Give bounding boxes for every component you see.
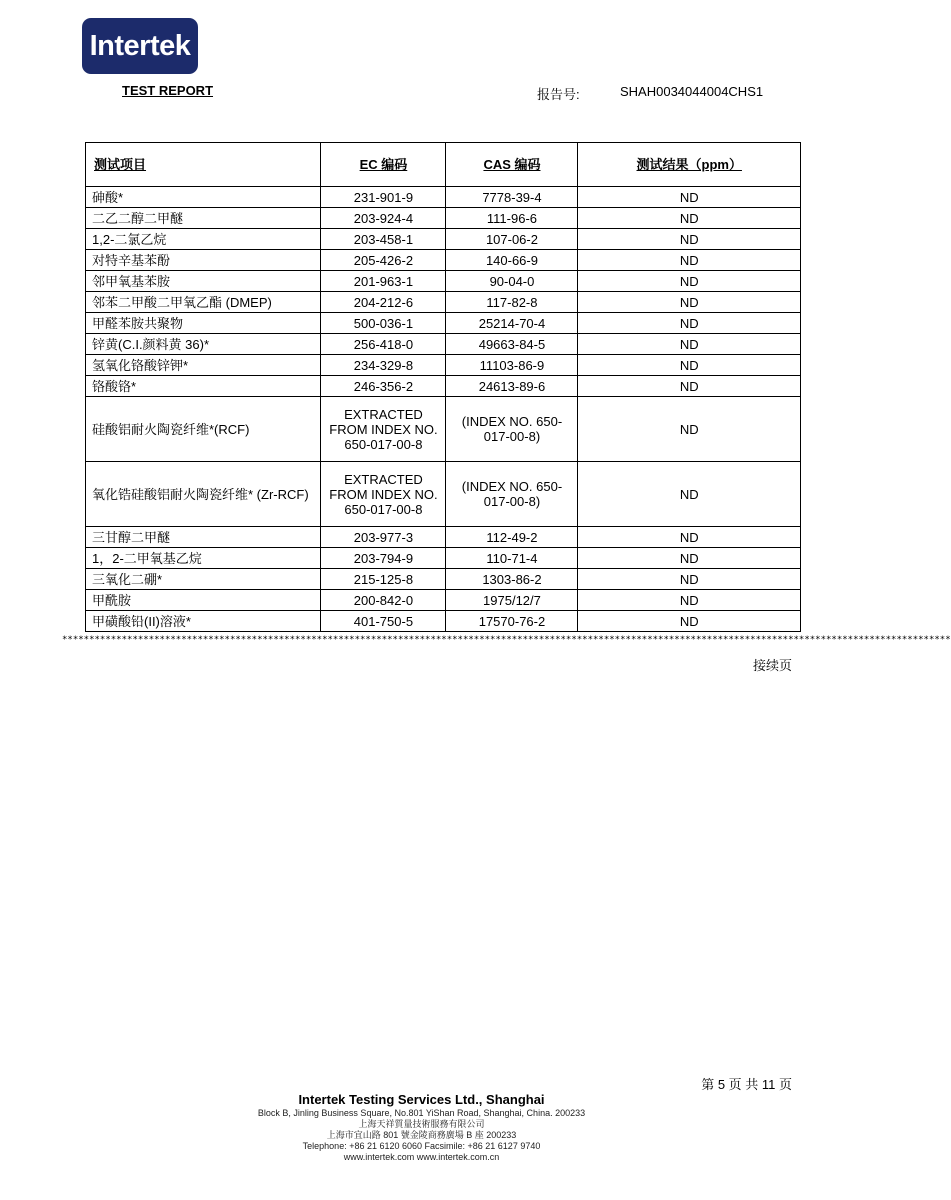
cell-cas-number: 111-96-6 (446, 208, 578, 229)
cell-test-item: 1,2-二氯乙烷 (86, 229, 321, 250)
table-row (86, 208, 801, 229)
page-count: 第 5 页 共 11 页 (701, 1077, 792, 1092)
table-row (86, 313, 801, 334)
cell-cas-number: 17570-76-2 (446, 611, 578, 632)
cell-test-item: 氧化锆硅酸铝耐火陶瓷纤维* (Zr-RCF) (86, 462, 321, 527)
cell-ec-number: 401-750-5 (321, 611, 446, 632)
cell-test-item: 氢氧化铬酸锌钾* (86, 355, 321, 376)
cell-cas-number: 112-49-2 (446, 527, 578, 548)
footer-phone: Telephone: +86 21 6120 6060 Facsimile: +86 21 6127 9740 (302, 1141, 541, 1151)
column-header-ec-number: EC 编码 (321, 143, 446, 187)
table-row (86, 334, 801, 355)
cell-cas-number: 140-66-9 (446, 250, 578, 271)
table-row (86, 376, 801, 397)
cell-result: ND (578, 527, 801, 548)
continued-note: 接续页 (752, 658, 792, 673)
cell-ec-number: 203-458-1 (321, 229, 446, 250)
cell-test-item: 甲酰胺 (86, 590, 321, 611)
footer-address-en: Block B, Jinling Business Square, No.801 YiShan Road, Shanghai, China. 200233 (257, 1108, 586, 1118)
cell-test-item: 邻苯二甲酸二甲氧乙酯 (DMEP) (86, 292, 321, 313)
report-number: SHAH0034044004CHS1 (620, 84, 764, 99)
cell-cas-number: 1975/12/7 (446, 590, 578, 611)
cell-test-item: 砷酸* (86, 187, 321, 208)
cell-test-item: 锌黄(C.I.颜料黄 36)* (86, 334, 321, 355)
column-header-cas-number: CAS 编码 (446, 143, 578, 187)
cell-ec-number: 231-901-9 (321, 187, 446, 208)
footer-company-cn: 上海天祥質量技術服務有限公司 (358, 1119, 485, 1129)
cell-ec-number: 203-924-4 (321, 208, 446, 229)
cell-ec-number: 201-963-1 (321, 271, 446, 292)
cell-ec-number: 204-212-6 (321, 292, 446, 313)
cell-cas-number: 117-82-8 (446, 292, 578, 313)
cell-result: ND (578, 569, 801, 590)
cell-ec-number: EXTRACTED FROM INDEX NO. 650-017-00-8 (321, 397, 446, 462)
cell-cas-number: 11103-86-9 (446, 355, 578, 376)
cell-ec-number: 246-356-2 (321, 376, 446, 397)
cell-test-item: 甲磺酸铅(II)溶液* (86, 611, 321, 632)
cell-test-item: 甲醛苯胺共聚物 (86, 313, 321, 334)
cell-cas-number: 1303-86-2 (446, 569, 578, 590)
cell-cas-number: 25214-70-4 (446, 313, 578, 334)
table-row (86, 462, 801, 527)
cell-ec-number: 215-125-8 (321, 569, 446, 590)
table-row (86, 250, 801, 271)
end-separator: ******************************************************************************************************************************************************************** (62, 635, 951, 645)
results-table (85, 142, 801, 632)
cell-test-item: 邻甲氧基苯胺 (86, 271, 321, 292)
cell-result: ND (578, 334, 801, 355)
table-row (86, 271, 801, 292)
table-row (86, 187, 801, 208)
cell-test-item: 1，2-二甲氧基乙烷 (86, 548, 321, 569)
cell-result: ND (578, 271, 801, 292)
cell-test-item: 二乙二醇二甲醚 (86, 208, 321, 229)
cell-ec-number: 200-842-0 (321, 590, 446, 611)
cell-result: ND (578, 250, 801, 271)
intertek-logo (82, 18, 198, 74)
footer-address-cn: 上海市宜山路 801 號金陵商務廣場 B 座 200233 (326, 1130, 517, 1140)
table-row (86, 569, 801, 590)
cell-ec-number: 256-418-0 (321, 334, 446, 355)
cell-result: ND (578, 462, 801, 527)
cell-result: ND (578, 292, 801, 313)
footer (0, 1092, 843, 1163)
table-row (86, 548, 801, 569)
cell-result: ND (578, 548, 801, 569)
report-number-label: 报告号: (537, 87, 580, 102)
cell-result: ND (578, 208, 801, 229)
table-row (86, 611, 801, 632)
cell-result: ND (578, 611, 801, 632)
report-title: TEST REPORT (122, 83, 214, 98)
cell-cas-number: (INDEX NO. 650-017-00-8) (446, 462, 578, 527)
cell-cas-number: 7778-39-4 (446, 187, 578, 208)
table-row (86, 355, 801, 376)
cell-result: ND (578, 229, 801, 250)
cell-ec-number: 500-036-1 (321, 313, 446, 334)
cell-result: ND (578, 355, 801, 376)
cell-ec-number: 203-977-3 (321, 527, 446, 548)
cell-test-item: 铬酸铬* (86, 376, 321, 397)
table-row (86, 527, 801, 548)
table-body (86, 187, 801, 632)
cell-result: ND (578, 187, 801, 208)
cell-cas-number: 110-71-4 (446, 548, 578, 569)
cell-cas-number: (INDEX NO. 650-017-00-8) (446, 397, 578, 462)
cell-result: ND (578, 590, 801, 611)
cell-cas-number: 107-06-2 (446, 229, 578, 250)
table-row (86, 590, 801, 611)
logo-text: Intertek (89, 29, 191, 62)
table-row (86, 229, 801, 250)
cell-test-item: 对特辛基苯酚 (86, 250, 321, 271)
footer-company: Intertek Testing Services Ltd., Shanghai (298, 1092, 545, 1107)
cell-cas-number: 90-04-0 (446, 271, 578, 292)
table-row (86, 397, 801, 462)
table-row (86, 292, 801, 313)
cell-test-item: 三甘醇二甲醚 (86, 527, 321, 548)
column-header-result: 测试结果（ppm） (578, 143, 801, 187)
cell-ec-number: 234-329-8 (321, 355, 446, 376)
cell-ec-number: EXTRACTED FROM INDEX NO. 650-017-00-8 (321, 462, 446, 527)
cell-test-item: 三氧化二硼* (86, 569, 321, 590)
column-header-test-item: 测试项目 (86, 143, 321, 187)
cell-test-item: 硅酸铝耐火陶瓷纤维*(RCF) (86, 397, 321, 462)
cell-result: ND (578, 397, 801, 462)
cell-cas-number: 49663-84-5 (446, 334, 578, 355)
cell-ec-number: 205-426-2 (321, 250, 446, 271)
cell-ec-number: 203-794-9 (321, 548, 446, 569)
footer-web: www.intertek.com www.intertek.com.cn (343, 1152, 500, 1162)
table-header-row (86, 143, 801, 187)
cell-result: ND (578, 313, 801, 334)
cell-cas-number: 24613-89-6 (446, 376, 578, 397)
cell-result: ND (578, 376, 801, 397)
